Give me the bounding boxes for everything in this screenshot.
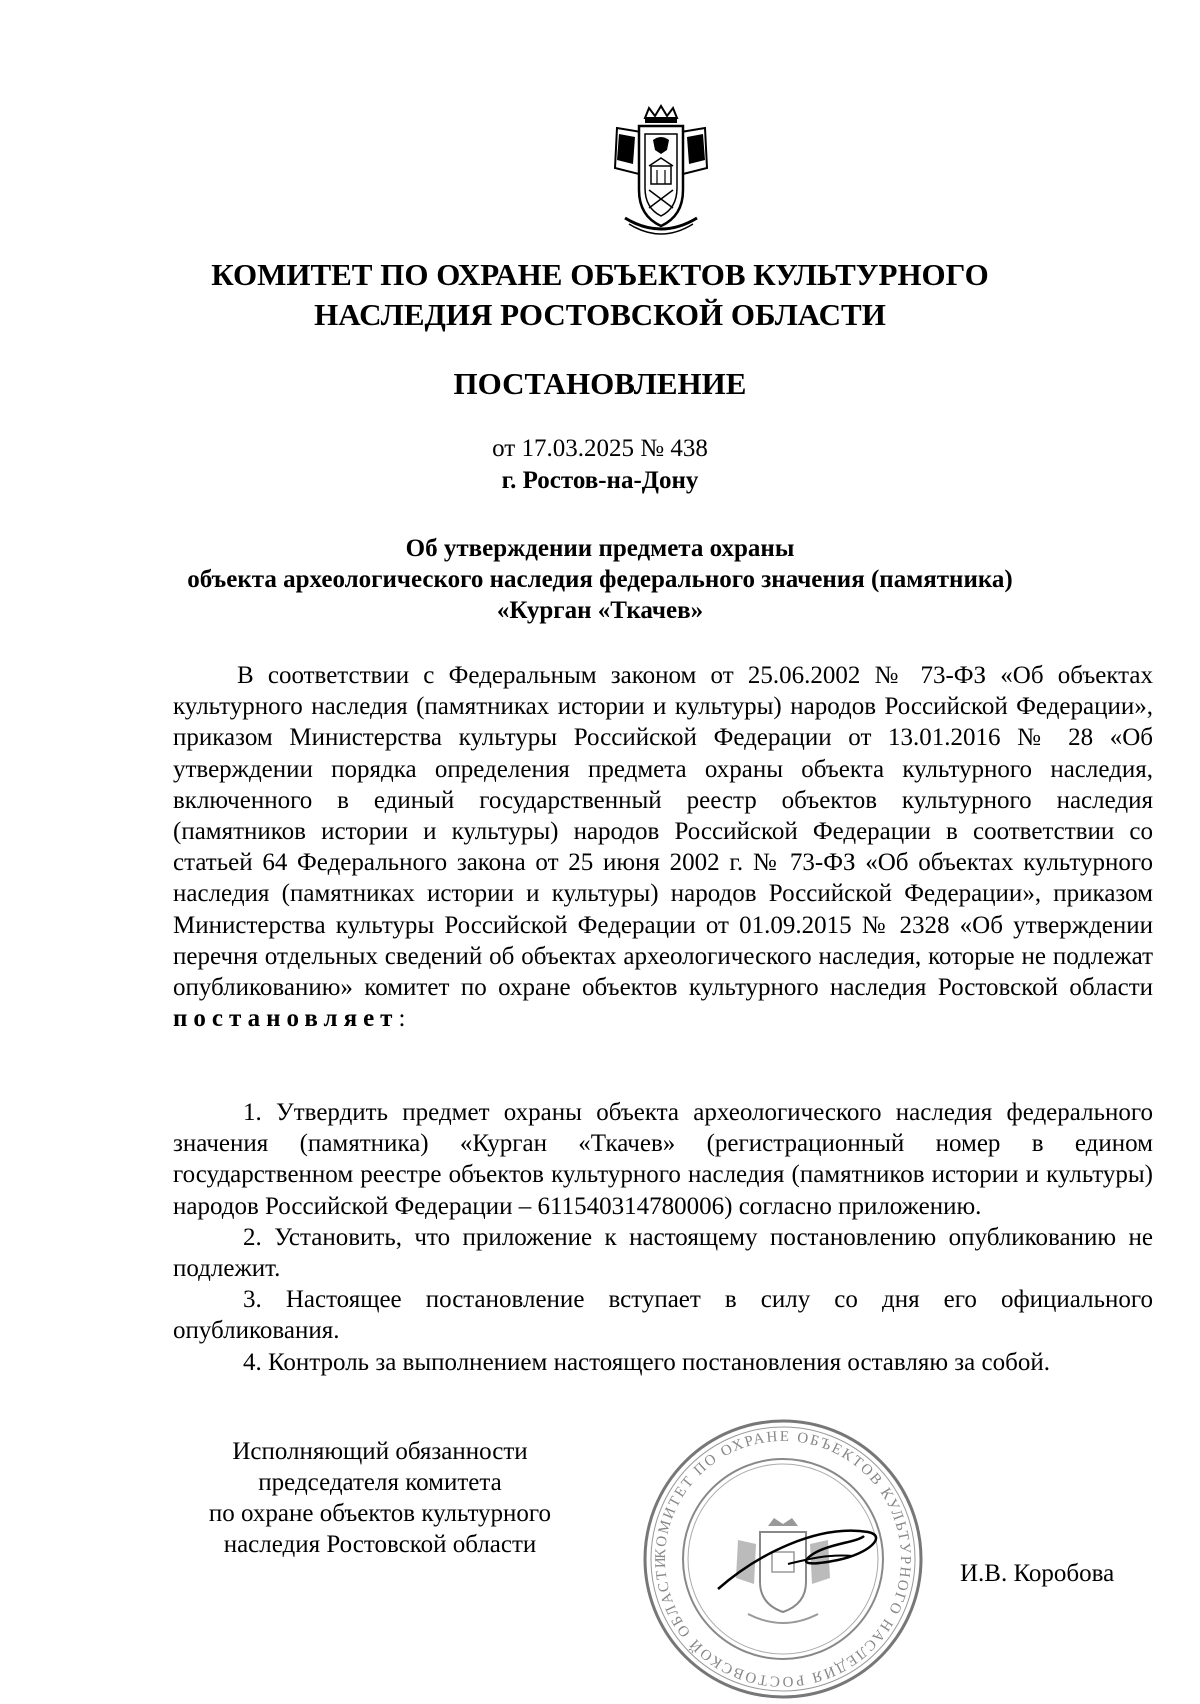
seal-text: КОМИТЕТ ПО ОХРАНЕ ОБЪЕКТОВ КУЛЬТУРНОГО НАСЛЕДИЯ РОСТОВСКОЙ ОБЛАСТИ xyxy=(652,1428,914,1690)
position-line-1: Исполняющий обязанности xyxy=(232,1438,528,1465)
subject-line-1: Об утверждении предмета охраны xyxy=(405,535,795,562)
resolution-item-1: 1. Утвердить предмет охраны объекта археологического наследия федерального значения (памятника) «Курган «Ткачев» (регистрационный номер в едином государственном реестре объектов культурного наследия (памятников истории и культуры) народов Российской Федерации – 611540314780006) согласно приложению. xyxy=(173,1099,1153,1220)
org-line-2: НАСЛЕДИЯ РОСТОВСКОЙ ОБЛАСТИ xyxy=(314,297,886,332)
org-line-1: КОМИТЕТ ПО ОХРАНЕ ОБЪЕКТОВ КУЛЬТУРНОГО xyxy=(211,257,989,292)
position-line-4: наследия Ростовской области xyxy=(223,1531,537,1558)
subject-line-2: объекта археологического наследия федерального значения (памятника) xyxy=(187,566,1013,593)
document-type: ПОСТАНОВЛЕНИЕ xyxy=(453,366,747,401)
position-line-3: по охране объектов культурного xyxy=(208,1500,552,1527)
subject-line-3: «Курган «Ткачев» xyxy=(496,597,704,624)
resolution-items xyxy=(173,1097,1153,1378)
city: г. Ростов-на-Дону xyxy=(501,467,699,494)
organization-name xyxy=(0,255,1200,335)
official-seal-icon xyxy=(638,1414,928,1704)
resolution-item-4: 4. Контроль за выполнением настоящего постановления оставляю за собой. xyxy=(243,1348,1050,1376)
date-number: от 17.03.2025 № 438 xyxy=(492,435,708,462)
preamble xyxy=(173,660,1153,1034)
preamble-text: В соответствии с Федеральным законом от 25.06.2002 № 73-ФЗ «Об объектах культурного наследия (памятниках истории и культуры) народов Российской Федерации», приказом Министерства культуры Российской Федерации от 13.01.2016 № 28 «Об утверждении порядка определения предмета охраны объекта культурного наследия, включенного в единый государственный реестр объектов культурного наследия (памятников истории и культуры) народов Российской Федерации в соответствии со статьей 64 Федерального закона от 25 июня 2002 г. № 73-ФЗ «Об объектах культурного наследия (памятниках истории и культуры) народов Российской Федерации», приказом Министерства культуры Российской Федерации от 01.09.2015 № 2328 «Об утверждении перечня отдельных сведений об объектах археологического наследия, которые не подлежат опубликованию» комитет по охране объектов культурного наследия Ростовской области xyxy=(173,662,1153,1002)
preamble-paragraph xyxy=(173,660,1153,1034)
document-subject xyxy=(0,533,1200,626)
svg-text:КОМИТЕТ ПО ОХРАНЕ ОБЪЕКТОВ КУЛ xyxy=(653,1429,913,1689)
coat-of-arms-icon xyxy=(605,104,717,244)
position-line-2: председателя комитета xyxy=(258,1469,502,1496)
preamble-end: : xyxy=(398,1005,406,1033)
signatory-name: И.В. Коробова xyxy=(960,1560,1115,1587)
signatory-position xyxy=(170,1436,590,1560)
resolution-item-3: 3. Настоящее постановление вступает в силу со дня его официального опубликования. xyxy=(173,1286,1153,1345)
resolution-verb: постановляет xyxy=(173,1005,399,1033)
resolution-item-2: 2. Установить, что приложение к настоящему постановлению опубликованию не подлежит. xyxy=(173,1223,1153,1283)
